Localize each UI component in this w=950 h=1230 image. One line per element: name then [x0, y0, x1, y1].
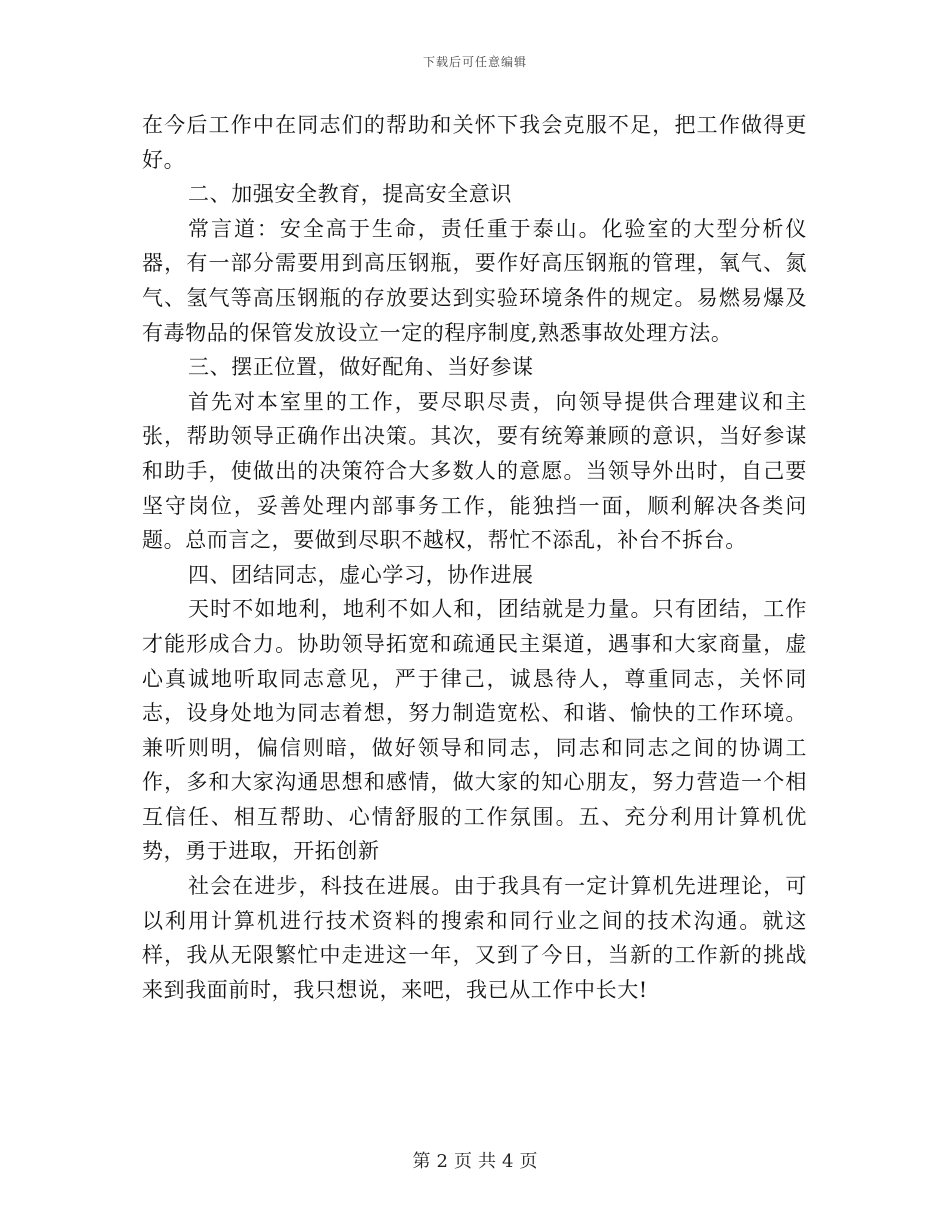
total-pages-number: 4	[502, 1151, 514, 1172]
paragraph-computer: 社会在进步，科技在进展。由于我具有一定计算机先进理论，可以利用计算机进行技术资料的搜索和同行业之间的技术沟通。就这样，我从无限繁忙中走进这一年，又到了今日，当新的工作新的挑战来到我面前时，我只想说，来吧，我已从工作中长大!	[142, 874, 807, 1002]
section-heading-unity: 四、团结同志，虚心学习，协作进展	[188, 562, 534, 587]
page-header-note: 下载后可任意编辑	[422, 55, 527, 69]
page-label-prefix: 第	[412, 1151, 431, 1172]
current-page-number: 2	[436, 1151, 448, 1172]
page-number	[0, 1147, 950, 1173]
total-label: 共	[478, 1151, 496, 1172]
paragraph-safety: 常言道：安全高于生命，责任重于泰山。化验室的大型分析仪器，有一部分需要用到高压钢瓶，要作好高压钢瓶的管理，氧气、氮气、氢气等高压钢瓶的存放要达到实验环境条件的规定。易燃易爆及有毒物品的保管发放设立一定的程序制度,熟悉事故处理方法。	[142, 216, 807, 345]
paragraph-unity: 天时不如地利，地利不如人和，团结就是力量。只有团结，工作才能形成合力。协助领导拓宽和疏通民主渠道，遇事和大家商量，虚心真诚地听取同志意见，严于律己，诚恳待人，尊重同志，关怀同志，设身处地为同志着想，努力制造宽松、和谐、愉快的工作环境。兼听则明，偏信则暗，做好领导和同志，同志和同志之间的协调工作，多和大家沟通思想和感情，做大家的知心朋友，努力营造一个相互信任、相互帮助、心情舒服的工作氛围。五、充分利用计算机优势，勇于进取，开拓创新	[142, 597, 807, 864]
paragraph-position: 首先对本室里的工作，要尽职尽责，向领导提供合理建议和主张，帮助领导正确作出决策。其次，要有统筹兼顾的意识，当好参谋和助手，使做出的决策符合大多数人的意愿。当领导外出时，自己要坚守岗位，妥善处理内部事务工作，能独挡一面，顺利解决各类问题。总而言之，要做到尽职不越权，帮忙不添乱，补台不拆台。	[142, 389, 807, 553]
paragraph-continuation: 在今后工作中在同志们的帮助和关怀下我会克服不足，把工作做得更好。	[142, 113, 807, 172]
page-label: 页	[454, 1151, 472, 1172]
page-label-suffix: 页	[519, 1151, 538, 1172]
document-body	[142, 108, 807, 1007]
section-heading-safety: 二、加强安全教育，提高安全意识	[188, 182, 512, 207]
section-heading-position: 三、摆正位置，做好配角、当好参谋	[188, 355, 534, 380]
